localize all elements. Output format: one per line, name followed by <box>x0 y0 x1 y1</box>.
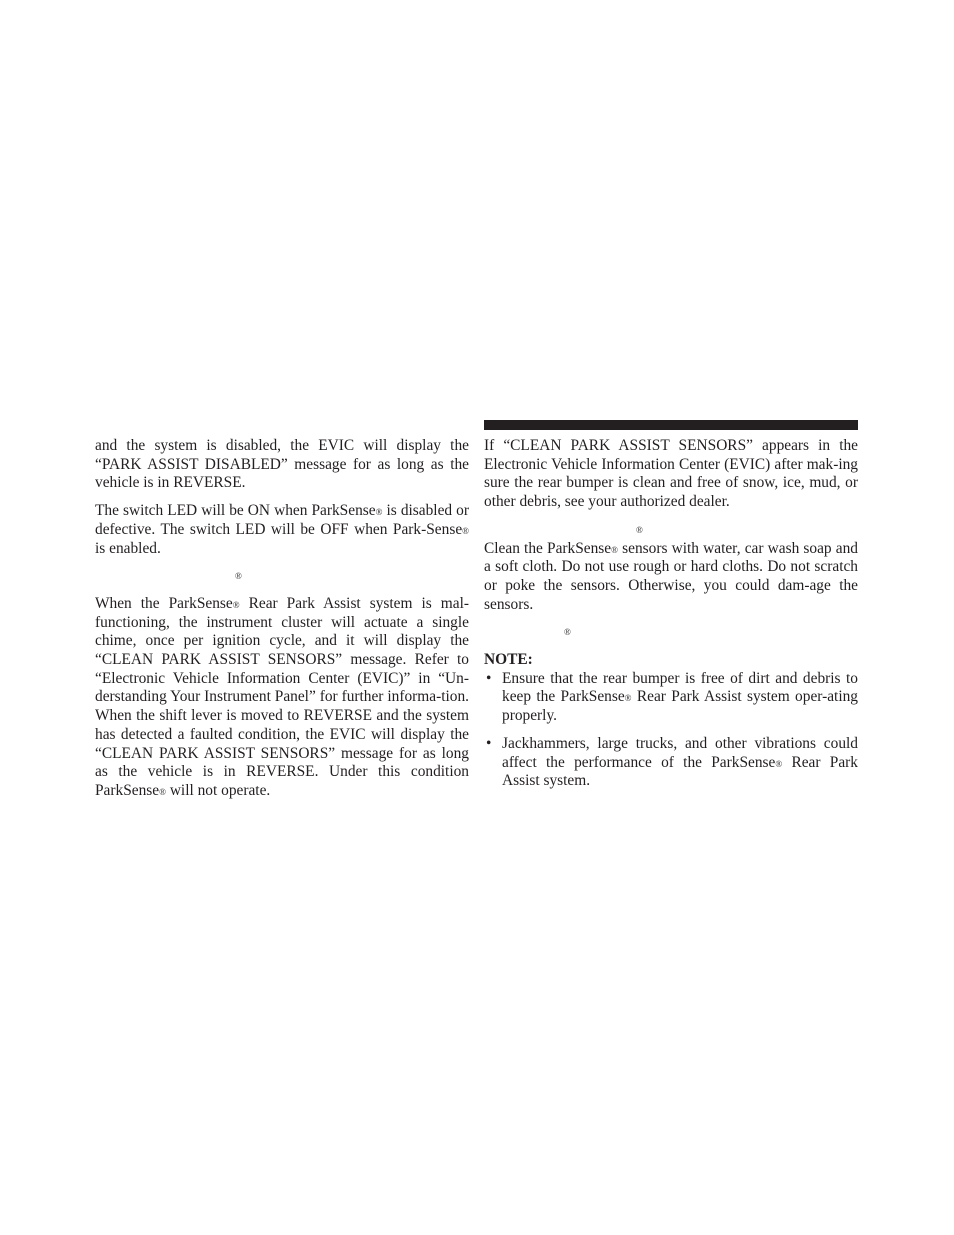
registered-mark: ® <box>636 524 643 535</box>
registered-mark: ® <box>611 544 618 555</box>
paragraph: and the system is disabled, the EVIC will display the “PARK ASSIST DISABLED” message for as long as the vehicle is in REVERSE. <box>95 437 469 492</box>
registered-mark: ® <box>775 758 783 769</box>
registered-mark: ® <box>159 786 166 797</box>
note-label: NOTE: <box>484 651 533 668</box>
paragraph: When the ParkSense® Rear Park Assist system is mal-functioning, the instrument cluster will actuate a single chime, once per ignition cycle, and it will display the “CLEAN PARK ASSIST SENSORS” message. Refer to “Electronic Vehicle Information Center (EVIC)” in “Un-derstanding Your Instrument Panel” for further informa-tion. When the shift lever is moved to REVERSE and the system has detected a faulted condition, the EVIC will display the “CLEAN PARK ASSIST SENSORS” message for as long as the vehicle is in REVERSE. Under this condition ParkSense® will not operate. <box>95 594 470 799</box>
registered-mark: ® <box>624 693 632 704</box>
section-header-bar <box>484 420 858 430</box>
paragraph: The switch LED will be ON when ParkSense® is disabled or defective. The switch LED will be OFF when Park-Sense® is enabled. <box>95 502 469 557</box>
left-column <box>95 437 469 801</box>
list-item: • Ensure that the rear bumper is free of dirt and debris to keep the ParkSense® Rear Park Assist system oper-ating properly. <box>484 670 858 726</box>
registered-mark: ® <box>232 599 240 610</box>
registered-mark: ® <box>375 507 383 518</box>
right-column <box>484 437 858 791</box>
section-heading <box>95 567 469 586</box>
paragraph: Clean the ParkSense® sensors with water, car wash soap and a soft cloth. Do not use rough or hard cloths. Do not scratch or poke the sensors. Otherwise, you could dam-age the sensors. <box>484 539 859 613</box>
section-heading <box>484 623 858 642</box>
registered-mark: ® <box>462 525 469 536</box>
section-heading <box>484 521 858 540</box>
list-item: • Jackhammers, large trucks, and other vibrations could affect the performance of the ParkSense® Rear Park Assist system. <box>484 735 858 791</box>
registered-mark: ® <box>564 627 571 638</box>
registered-mark: ® <box>235 571 242 582</box>
paragraph: If “CLEAN PARK ASSIST SENSORS” appears in the Electronic Vehicle Information Center (EVIC) after mak-ing sure the rear bumper is clean and free of snow, ice, mud, or other debris, see your authorized dealer. <box>484 437 858 511</box>
note-list <box>484 670 858 791</box>
